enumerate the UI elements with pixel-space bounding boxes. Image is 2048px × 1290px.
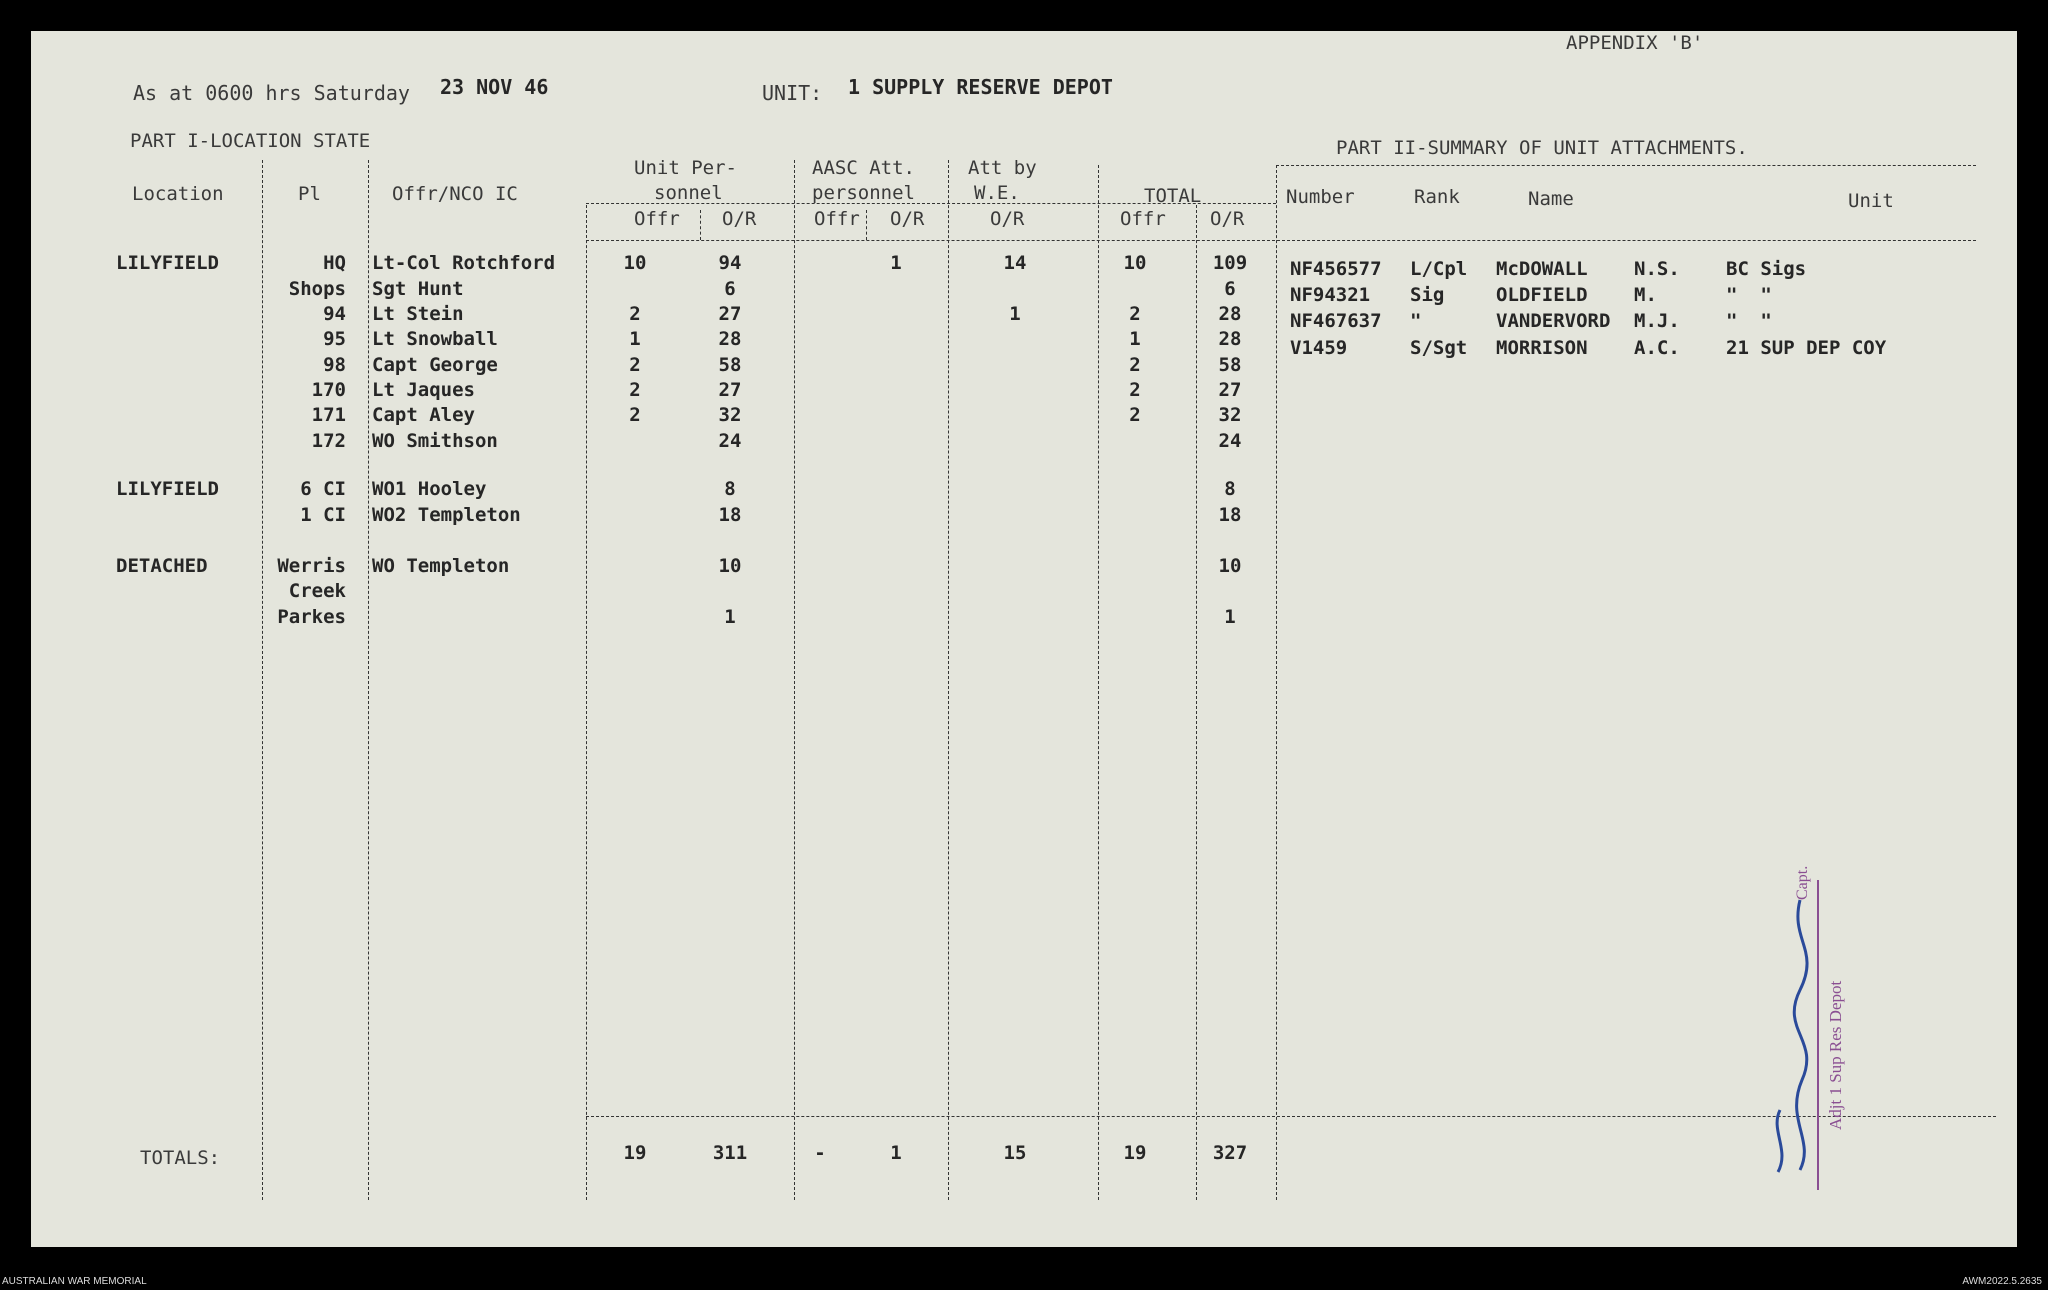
cell-up-or: 6 — [724, 278, 736, 300]
unit-label: UNIT: — [762, 81, 823, 105]
cell-pl: 94 — [323, 303, 346, 325]
col-unit: Unit — [1848, 190, 1894, 212]
part1-title: PART I-LOCATION STATE — [130, 130, 371, 152]
cell-up-offr: 1 — [629, 328, 641, 350]
col-name: Name — [1528, 188, 1574, 210]
attach-name: OLDFIELD — [1496, 284, 1588, 306]
cell-offr: Capt George — [372, 354, 498, 376]
attach-number: NF94321 — [1290, 284, 1371, 306]
cell-t-or: 6 — [1224, 278, 1236, 300]
cell-offr: Sgt Hunt — [372, 278, 464, 300]
attach-rank: " — [1410, 310, 1422, 332]
total-t-offr: 19 — [1123, 1142, 1147, 1164]
attach-rank: L/Cpl — [1410, 258, 1468, 280]
rule-v — [1276, 165, 1277, 1200]
cell-t-offr: 2 — [1129, 404, 1141, 426]
cell-we-or: 14 — [1003, 252, 1027, 274]
col-aasc-1: AASC Att. — [812, 157, 915, 179]
col-aasc-2: personnel — [812, 182, 915, 204]
cell-offr: Capt Aley — [372, 404, 475, 426]
col-number: Number — [1286, 186, 1355, 208]
cell-up-or: 58 — [718, 354, 742, 376]
part2-title: PART II-SUMMARY OF UNIT ATTACHMENTS. — [1336, 137, 1748, 159]
cell-up-or: 1 — [724, 606, 736, 628]
cell-we-or: 1 — [1009, 303, 1021, 325]
cell-offr: WO Smithson — [372, 430, 498, 452]
cell-up-or: 32 — [718, 404, 742, 426]
cell-offr: Lt Jaques — [372, 379, 475, 401]
attach-name: MORRISON — [1496, 337, 1588, 359]
footer-right: AWM2022.5.2635 — [1962, 1276, 2042, 1287]
rule-v — [368, 160, 369, 1200]
total-up-offr: 19 — [623, 1142, 647, 1164]
rule-h — [586, 203, 1276, 204]
cell-t-or: 32 — [1218, 404, 1242, 426]
attach-number: NF467637 — [1290, 310, 1382, 332]
col-up-or: O/R — [722, 208, 757, 230]
total-aasc-or: 1 — [890, 1142, 902, 1164]
cell-offr: WO2 Templeton — [372, 504, 521, 526]
cell-pl: 171 — [311, 404, 346, 426]
rule-v — [866, 210, 867, 240]
col-total: TOTAL — [1144, 185, 1202, 207]
cell-pl: 172 — [311, 430, 346, 452]
cell-t-or: 58 — [1218, 354, 1242, 376]
attach-rank: S/Sgt — [1410, 337, 1468, 359]
col-pl: Pl — [298, 183, 321, 205]
cell-t-offr: 1 — [1129, 328, 1141, 350]
cell-t-or: 8 — [1224, 478, 1236, 500]
cell-up-or: 18 — [718, 504, 742, 526]
rule-v — [1098, 165, 1099, 1200]
cell-offr: Lt Stein — [372, 303, 464, 325]
cell-up-or: 27 — [718, 379, 742, 401]
cell-offr: Lt Snowball — [372, 328, 498, 350]
cell-up-or: 94 — [718, 252, 742, 274]
col-total-offr: Offr — [1120, 208, 1166, 230]
col-unit-personnel-1: Unit Per- — [634, 157, 737, 179]
cell-loc: DETACHED — [116, 555, 208, 577]
col-att-by-1: Att by — [968, 157, 1037, 179]
cell-up-or: 8 — [724, 478, 736, 500]
col-aasc-or: O/R — [890, 208, 925, 230]
totals-label: TOTALS: — [140, 1147, 221, 1169]
attach-unit: BC Sigs — [1726, 258, 1807, 280]
total-aasc-offr: - — [814, 1142, 826, 1164]
total-up-or: 311 — [712, 1142, 748, 1164]
as-at-label: As at 0600 hrs Saturday — [133, 81, 410, 105]
cell-t-or: 27 — [1218, 379, 1242, 401]
cell-up-or: 10 — [718, 555, 742, 577]
cell-t-offr: 2 — [1129, 303, 1141, 325]
cell-t-or: 24 — [1218, 430, 1242, 452]
cell-offr: Lt-Col Rotchford — [372, 252, 556, 274]
rule-h — [586, 240, 1976, 241]
attach-initials: M. — [1634, 284, 1657, 306]
attach-initials: A.C. — [1634, 337, 1680, 359]
attach-initials: N.S. — [1634, 258, 1680, 280]
attach-unit: " " — [1726, 284, 1772, 306]
total-we-or: 15 — [1003, 1142, 1027, 1164]
attach-number: NF456577 — [1290, 258, 1382, 280]
cell-up-offr: 2 — [629, 354, 641, 376]
col-unit-personnel-2: sonnel — [654, 182, 723, 204]
cell-t-or: 109 — [1212, 252, 1248, 274]
cell-loc: LILYFIELD — [116, 252, 219, 274]
total-t-or: 327 — [1212, 1142, 1248, 1164]
cell-pl: 1 CI — [300, 504, 346, 526]
cell-pl: 170 — [311, 379, 346, 401]
cell-up-or: 28 — [718, 328, 742, 350]
cell-aasc-or: 1 — [890, 252, 902, 274]
cell-pl: 95 — [323, 328, 346, 350]
report-date: 23 NOV 46 — [440, 75, 549, 99]
rule-v — [586, 205, 587, 1200]
col-up-offr: Offr — [634, 208, 680, 230]
cell-loc: LILYFIELD — [116, 478, 219, 500]
cell-up-offr: 2 — [629, 379, 641, 401]
rule-v — [794, 160, 795, 1200]
rule-h — [1276, 165, 1976, 166]
attach-name: McDOWALL — [1496, 258, 1588, 280]
cell-pl: 6 CI — [300, 478, 346, 500]
col-aasc-offr: Offr — [814, 208, 860, 230]
col-location: Location — [132, 183, 224, 205]
col-we-or: O/R — [990, 208, 1025, 230]
footer-left: AUSTRALIAN WAR MEMORIAL — [2, 1276, 147, 1287]
cell-pl: Creek — [288, 580, 346, 602]
cell-t-or: 28 — [1218, 303, 1242, 325]
rule-v — [1196, 205, 1197, 1200]
unit-value: 1 SUPPLY RESERVE DEPOT — [848, 75, 1113, 99]
stamp-capt: Capt. — [1794, 865, 1811, 900]
cell-up-or: 27 — [718, 303, 742, 325]
stamp-text: Adjt 1 Sup Res Depot — [1826, 980, 1845, 1130]
cell-pl: Parkes — [277, 606, 346, 628]
appendix-label: APPENDIX 'B' — [1566, 32, 1704, 54]
col-rank: Rank — [1414, 186, 1460, 208]
cell-offr: WO1 Hooley — [372, 478, 487, 500]
attach-number: V1459 — [1290, 337, 1348, 359]
col-total-or: O/R — [1210, 208, 1245, 230]
cell-t-offr: 10 — [1123, 252, 1147, 274]
cell-pl: HQ — [323, 252, 346, 274]
cell-t-or: 1 — [1224, 606, 1236, 628]
cell-offr: WO Templeton — [372, 555, 510, 577]
cell-t-or: 18 — [1218, 504, 1242, 526]
cell-t-or: 28 — [1218, 328, 1242, 350]
attach-rank: Sig — [1410, 284, 1445, 306]
cell-t-offr: 2 — [1129, 379, 1141, 401]
col-offr-nco: Offr/NCO IC — [392, 183, 518, 205]
attach-name: VANDERVORD — [1496, 310, 1611, 332]
cell-t-offr: 2 — [1129, 354, 1141, 376]
cell-pl: Shops — [288, 278, 346, 300]
attach-initials: M.J. — [1634, 310, 1680, 332]
cell-up-offr: 2 — [629, 303, 641, 325]
cell-up-offr: 10 — [623, 252, 647, 274]
cell-t-or: 10 — [1218, 555, 1242, 577]
cell-pl: Werris — [277, 555, 346, 577]
cell-pl: 98 — [323, 354, 346, 376]
attach-unit: 21 SUP DEP COY — [1726, 337, 1887, 359]
cell-up-offr: 2 — [629, 404, 641, 426]
rule-v — [948, 160, 949, 1200]
signature — [1740, 880, 1840, 1190]
cell-up-or: 24 — [718, 430, 742, 452]
attach-unit: " " — [1726, 310, 1772, 332]
col-att-by-2: W.E. — [974, 182, 1020, 204]
rule-v — [700, 210, 701, 240]
